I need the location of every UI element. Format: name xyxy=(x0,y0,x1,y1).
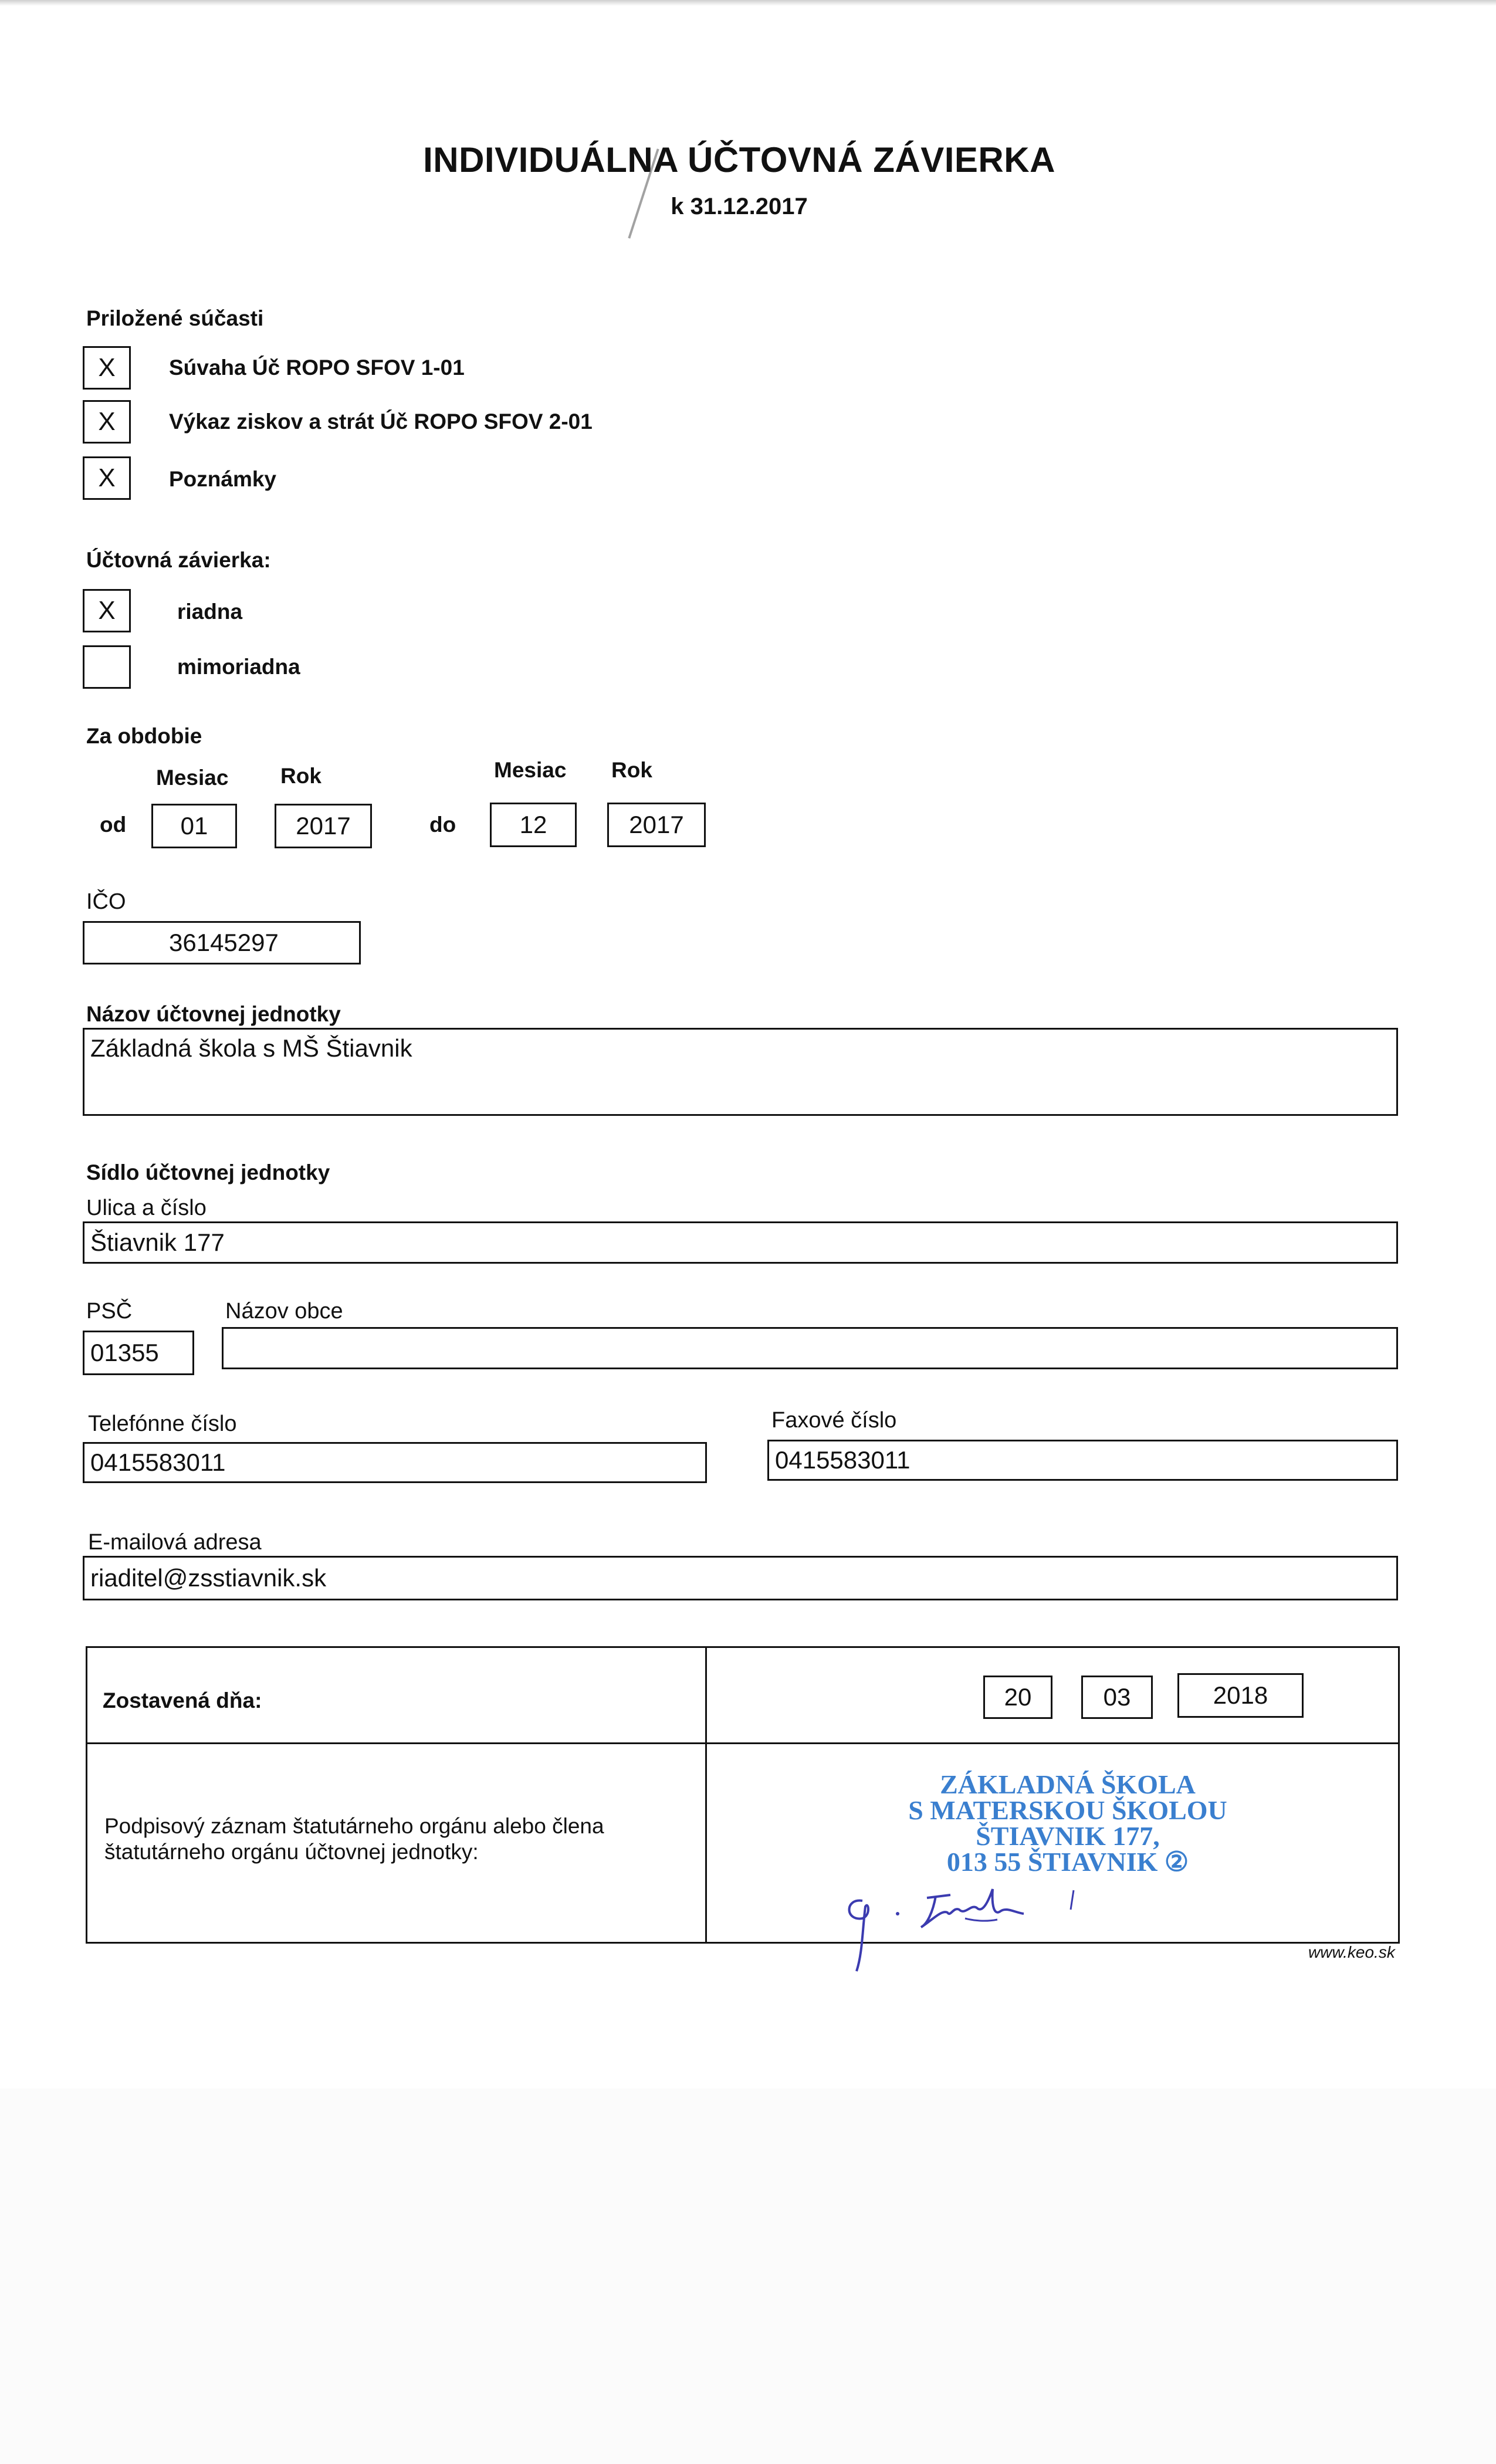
phone-field[interactable]: 0415583011 xyxy=(83,1442,707,1483)
to-month-label: Mesiac xyxy=(494,758,567,782)
entity-name-field[interactable]: Základná škola s MŠ Štiavnik xyxy=(83,1028,1398,1116)
from-year-field[interactable]: 2017 xyxy=(275,804,372,848)
page-edge xyxy=(0,0,1496,6)
compiled-month-field[interactable]: 03 xyxy=(1081,1676,1153,1719)
stamp-line-1: ZÁKLADNÁ ŠKOLA xyxy=(940,1769,1196,1799)
from-month-field[interactable]: 01 xyxy=(151,804,237,848)
attachments-label: Priložené súčasti xyxy=(86,306,264,330)
to-year-label: Rok xyxy=(611,758,652,782)
signature-label-line2: štatutárneho orgánu účtovnej jednotky: xyxy=(104,1840,479,1864)
to-month-field[interactable]: 12 xyxy=(490,803,577,847)
compiled-day-field[interactable]: 20 xyxy=(983,1676,1052,1719)
email-field[interactable]: riaditel@zsstiavnik.sk xyxy=(83,1556,1398,1600)
page-title: INDIVIDUÁLNA ÚČTOVNÁ ZÁVIERKA xyxy=(423,140,1055,180)
ico-field[interactable]: 36145297 xyxy=(83,921,361,964)
table-middle-border xyxy=(86,1742,1400,1744)
to-label: do xyxy=(429,813,456,837)
closing-label-riadna: riadna xyxy=(177,600,243,624)
table-right-border xyxy=(1398,1646,1400,1944)
from-year-label: Rok xyxy=(280,764,321,788)
entity-name-label: Názov účtovnej jednotky xyxy=(86,1002,341,1026)
table-top-border xyxy=(86,1646,1400,1648)
from-label: od xyxy=(100,813,127,837)
attachment-label-suvaha: Súvaha Úč ROPO SFOV 1-01 xyxy=(169,356,465,380)
checkbox-mimoriadna[interactable] xyxy=(83,645,131,689)
ico-label: IČO xyxy=(86,889,126,914)
fax-label: Faxové číslo xyxy=(771,1408,897,1433)
school-stamp xyxy=(845,1769,1291,1877)
report-date: k 31.12.2017 xyxy=(671,194,808,219)
address-section-label: Sídlo účtovnej jednotky xyxy=(86,1160,330,1184)
table-left-border xyxy=(86,1646,87,1944)
compiled-label: Zostavená dňa: xyxy=(103,1688,262,1712)
street-field[interactable]: Štiavnik 177 xyxy=(83,1221,1398,1264)
checkbox-vykaz[interactable]: X xyxy=(83,400,131,444)
scan-shade xyxy=(0,2089,1496,2464)
closing-label-mimoriadna: mimoriadna xyxy=(177,655,300,679)
compiled-year-field[interactable]: 2018 xyxy=(1177,1673,1304,1718)
checkbox-suvaha[interactable]: X xyxy=(83,346,131,390)
period-label: Za obdobie xyxy=(86,724,202,748)
closing-type-label: Účtovná závierka: xyxy=(86,548,271,572)
from-month-label: Mesiac xyxy=(156,766,229,790)
phone-label: Telefónne číslo xyxy=(88,1412,237,1436)
footer-source: www.keo.sk xyxy=(1308,1943,1395,1961)
attachment-label-poznamky: Poznámky xyxy=(169,467,277,491)
email-label: E-mailová adresa xyxy=(88,1530,262,1555)
city-label: Názov obce xyxy=(225,1299,343,1324)
to-year-field[interactable]: 2017 xyxy=(607,803,706,847)
attachment-label-vykaz: Výkaz ziskov a strát Úč ROPO SFOV 2-01 xyxy=(169,409,593,434)
stamp-line-3: ŠTIAVNIK 177, xyxy=(976,1821,1160,1851)
street-label: Ulica a číslo xyxy=(86,1196,207,1220)
checkbox-riadna[interactable]: X xyxy=(83,589,131,632)
handwritten-signature xyxy=(839,1883,1121,1977)
checkbox-poznamky[interactable]: X xyxy=(83,456,131,500)
fax-field[interactable]: 0415583011 xyxy=(767,1440,1398,1481)
psc-field[interactable]: 01355 xyxy=(83,1331,194,1375)
table-bottom-border xyxy=(86,1942,1400,1944)
table-divider xyxy=(705,1646,707,1944)
stamp-line-4: 013 55 ŠTIAVNIK ② xyxy=(946,1847,1189,1877)
signature-label-line1: Podpisový záznam štatutárneho orgánu alebo člena xyxy=(104,1814,604,1838)
psc-label: PSČ xyxy=(86,1299,133,1324)
city-field[interactable] xyxy=(222,1327,1398,1369)
stamp-line-2: S MATERSKOU ŠKOLOU xyxy=(908,1795,1227,1825)
